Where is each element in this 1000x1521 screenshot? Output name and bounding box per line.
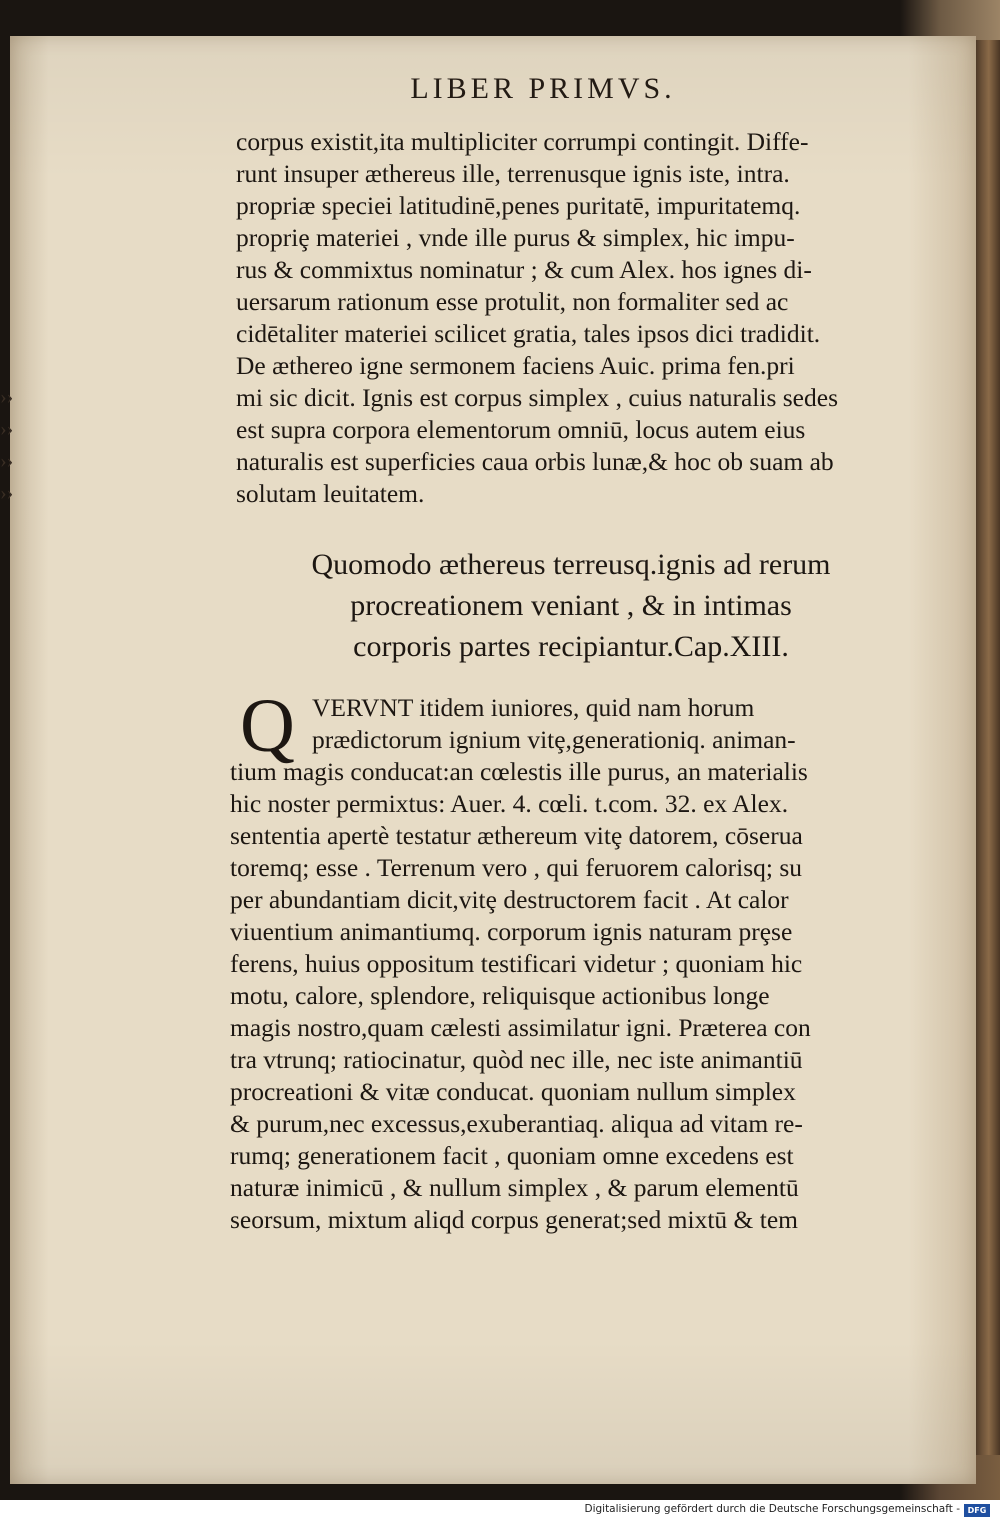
text-line: rus & commixtus nominatur ; & cum Alex. hos ignes di-	[236, 255, 812, 284]
dfg-logo-icon[interactable]: DFG	[964, 1504, 990, 1517]
text-line: viuentium animantiumq. corporum ignis naturam prȩse	[230, 917, 793, 946]
text-line: corpus existit,ita multipliciter corrumpi contingit. Diffe-	[236, 127, 809, 156]
text-line: prædictorum ignium vitȩ,generationiq. animan-	[312, 725, 796, 754]
initial-letter: Q	[240, 684, 295, 768]
text-line: propriȩ materiei , vnde ille purus & simplex, hic impu-	[236, 223, 795, 252]
chapter-heading-line: corporis partes recipiantur.Cap.XIII.	[353, 630, 789, 663]
text-line: De æthereo igne sermonem faciens Auic. prima fen.pri	[236, 351, 795, 380]
book-page	[0, 36, 976, 1484]
text-line: motu, calore, splendore, reliquisque actionibus longe	[230, 981, 770, 1010]
text-line: est supra corpora elementorum omniū, locus autem eius	[236, 415, 806, 444]
text-line: runt insuper æthereus ille, terrenusque ignis iste, intra.	[236, 159, 790, 188]
text-line: rumq; generationem facit , quoniam omne excedens est	[230, 1141, 794, 1170]
text-line: per abundantiam dicit,vitȩ destructorem facit . At calor	[230, 885, 789, 914]
running-head: LIBER PRIMVS.	[410, 72, 676, 105]
text-line: toremq; esse . Terrenum vero , qui feruorem calorisq; su	[230, 853, 803, 882]
text-line: ferens, huius oppositum testificari videtur ; quoniam hic	[230, 949, 803, 978]
text-line: procreationi & vitæ conducat. quoniam nullum simplex	[230, 1077, 796, 1106]
text-line: magis nostro,quam cælesti assimilatur igni. Præterea con	[230, 1013, 811, 1042]
chapter-heading-line: Quomodo æthereus terreusq.ignis ad rerum	[311, 548, 831, 581]
text-line: solutam leuitatem.	[236, 479, 425, 508]
text-line: naturalis est superficies caua orbis lunæ,& hoc ob suam ab	[236, 447, 834, 476]
footer-credit: Digitalisierung gefördert durch die Deutsche Forschungsgemeinschaft -	[584, 1503, 960, 1515]
text-line: sententia apertè testatur æthereum vitȩ datorem, cōserua	[230, 821, 803, 850]
text-line: VERVNT itidem iuniores, quid nam horum	[312, 693, 755, 722]
book-edge-top	[900, 0, 1000, 40]
text-line: hic noster permixtus: Auer. 4. cœli. t.com. 32. ex Alex.	[230, 789, 789, 818]
digitization-footer	[0, 1500, 1000, 1521]
chapter-heading-line: procreationem veniant , & in intimas	[350, 589, 792, 622]
text-line: uersarum rationum esse protulit, non formaliter sed ac	[236, 287, 789, 316]
text-line: propriæ speciei latitudinē,penes puritatē, impuritatemq.	[236, 191, 801, 220]
margin-marker: ››	[0, 450, 14, 472]
margin-marker: ››	[0, 418, 14, 440]
text-line: & purum,nec excessus,exuberantiaq. aliqua ad vitam re-	[230, 1109, 803, 1138]
margin-marker: ››	[0, 386, 14, 408]
text-line: mi sic dicit. Ignis est corpus simplex , cuius naturalis sedes	[236, 383, 838, 412]
margin-marker: ››	[0, 482, 14, 504]
text-line: tra vtrunq; ratiocinatur, quòd nec ille, nec iste animantiū	[230, 1045, 803, 1074]
text-line: tium magis conducat:an cœlestis ille purus, an materialis	[230, 757, 808, 786]
text-line: cidētaliter materiei scilicet gratia, tales ipsos dici tradidit.	[236, 319, 821, 348]
book-edge	[972, 0, 1000, 1500]
text-line: seorsum, mixtum aliqd corpus generat;sed mixtū & tem	[230, 1205, 798, 1234]
text-line: naturæ inimicū , & nullum simplex , & parum elementū	[230, 1173, 799, 1202]
